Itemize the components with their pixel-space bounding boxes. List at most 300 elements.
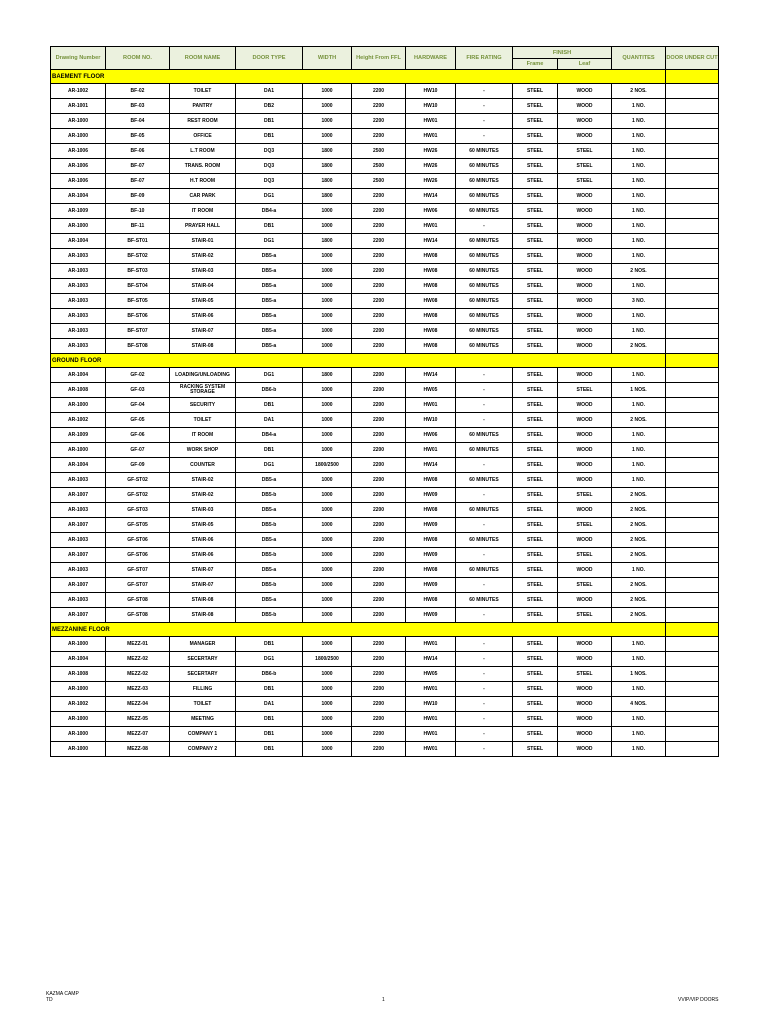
cell-leaf: STEEL bbox=[558, 608, 612, 623]
cell-room-no: GF-ST03 bbox=[106, 503, 170, 518]
table-row bbox=[51, 488, 719, 503]
cell-fire-rating: - bbox=[456, 219, 513, 234]
cell-width: 1800 bbox=[303, 189, 352, 204]
cell-hardware: HW06 bbox=[406, 428, 456, 443]
cell-frame: STEEL bbox=[513, 563, 558, 578]
cell-room-name: COMPANY 1 bbox=[170, 727, 236, 742]
cell-width: 1000 bbox=[303, 712, 352, 727]
cell-door-under-cut bbox=[666, 144, 719, 159]
cell-leaf: WOOD bbox=[558, 339, 612, 354]
cell-door-under-cut bbox=[666, 428, 719, 443]
cell-door-under-cut bbox=[666, 189, 719, 204]
cell-door-type: DG1 bbox=[236, 652, 303, 667]
cell-room-name: COMPANY 2 bbox=[170, 742, 236, 757]
cell-room-name: STAIR-02 bbox=[170, 249, 236, 264]
cell-door-type: DG1 bbox=[236, 234, 303, 249]
table-row bbox=[51, 234, 719, 249]
section-header bbox=[51, 70, 719, 84]
cell-frame: STEEL bbox=[513, 428, 558, 443]
cell-drawing-number: AR-1003 bbox=[51, 294, 106, 309]
cell-drawing-number: AR-1008 bbox=[51, 667, 106, 682]
cell-height: 2200 bbox=[352, 324, 406, 339]
cell-quantity: 1 NO. bbox=[612, 114, 666, 129]
cell-leaf: WOOD bbox=[558, 563, 612, 578]
cell-hardware: HW14 bbox=[406, 234, 456, 249]
cell-quantity: 2 NOS. bbox=[612, 593, 666, 608]
cell-frame: STEEL bbox=[513, 742, 558, 757]
table-row bbox=[51, 219, 719, 234]
cell-room-no: GF-ST05 bbox=[106, 518, 170, 533]
cell-room-no: BF-ST08 bbox=[106, 339, 170, 354]
cell-room-no: MEZZ-07 bbox=[106, 727, 170, 742]
cell-leaf: WOOD bbox=[558, 533, 612, 548]
cell-drawing-number: AR-1007 bbox=[51, 518, 106, 533]
cell-frame: STEEL bbox=[513, 129, 558, 144]
cell-leaf: STEEL bbox=[558, 383, 612, 398]
cell-frame: STEEL bbox=[513, 443, 558, 458]
table-row bbox=[51, 174, 719, 189]
section-header-blank bbox=[666, 354, 719, 368]
cell-quantity: 1 NOS. bbox=[612, 383, 666, 398]
cell-door-under-cut bbox=[666, 697, 719, 712]
cell-drawing-number: AR-1000 bbox=[51, 398, 106, 413]
cell-height: 2200 bbox=[352, 234, 406, 249]
cell-fire-rating: 60 MINUTES bbox=[456, 279, 513, 294]
cell-quantity: 1 NO. bbox=[612, 204, 666, 219]
cell-width: 1000 bbox=[303, 533, 352, 548]
cell-width: 1000 bbox=[303, 114, 352, 129]
cell-room-name: SECURITY bbox=[170, 398, 236, 413]
header-height: Height From FFL bbox=[352, 47, 406, 70]
cell-fire-rating: - bbox=[456, 652, 513, 667]
cell-hardware: HW01 bbox=[406, 129, 456, 144]
cell-width: 1000 bbox=[303, 667, 352, 682]
cell-frame: STEEL bbox=[513, 488, 558, 503]
cell-door-under-cut bbox=[666, 563, 719, 578]
cell-room-name: STAIR-07 bbox=[170, 578, 236, 593]
cell-room-no: BF-07 bbox=[106, 159, 170, 174]
cell-door-type: DB5-a bbox=[236, 503, 303, 518]
cell-width: 1000 bbox=[303, 548, 352, 563]
cell-height: 2200 bbox=[352, 608, 406, 623]
cell-room-name: CAR PARK bbox=[170, 189, 236, 204]
cell-quantity: 2 NOS. bbox=[612, 578, 666, 593]
cell-height: 2200 bbox=[352, 413, 406, 428]
cell-quantity: 2 NOS. bbox=[612, 84, 666, 99]
cell-room-no: GF-ST07 bbox=[106, 578, 170, 593]
cell-hardware: HW26 bbox=[406, 144, 456, 159]
cell-fire-rating: 60 MINUTES bbox=[456, 189, 513, 204]
cell-width: 1800 bbox=[303, 368, 352, 383]
cell-door-type: DB5-b bbox=[236, 518, 303, 533]
section-header-blank bbox=[666, 623, 719, 637]
cell-height: 2200 bbox=[352, 99, 406, 114]
cell-fire-rating: 60 MINUTES bbox=[456, 174, 513, 189]
cell-drawing-number: AR-1009 bbox=[51, 428, 106, 443]
cell-leaf: WOOD bbox=[558, 129, 612, 144]
cell-door-under-cut bbox=[666, 339, 719, 354]
cell-room-no: BF-06 bbox=[106, 144, 170, 159]
cell-quantity: 2 NOS. bbox=[612, 264, 666, 279]
cell-door-type: DQ3 bbox=[236, 174, 303, 189]
cell-frame: STEEL bbox=[513, 608, 558, 623]
cell-height: 2200 bbox=[352, 473, 406, 488]
footer-document-title: VVIP/VIP DOORS bbox=[678, 997, 719, 1003]
cell-fire-rating: 60 MINUTES bbox=[456, 339, 513, 354]
cell-fire-rating: 60 MINUTES bbox=[456, 309, 513, 324]
cell-door-under-cut bbox=[666, 503, 719, 518]
cell-fire-rating: - bbox=[456, 727, 513, 742]
cell-height: 2200 bbox=[352, 518, 406, 533]
cell-quantity: 2 NOS. bbox=[612, 503, 666, 518]
cell-door-under-cut bbox=[666, 99, 719, 114]
cell-room-no: BF-02 bbox=[106, 84, 170, 99]
cell-fire-rating: - bbox=[456, 114, 513, 129]
cell-frame: STEEL bbox=[513, 309, 558, 324]
cell-hardware: HW14 bbox=[406, 368, 456, 383]
cell-drawing-number: AR-1004 bbox=[51, 652, 106, 667]
cell-fire-rating: - bbox=[456, 368, 513, 383]
table-row bbox=[51, 682, 719, 697]
cell-door-under-cut bbox=[666, 727, 719, 742]
cell-door-under-cut bbox=[666, 712, 719, 727]
cell-leaf: WOOD bbox=[558, 712, 612, 727]
cell-room-name: SECERTARY bbox=[170, 667, 236, 682]
cell-fire-rating: 60 MINUTES bbox=[456, 473, 513, 488]
cell-room-no: MEZZ-08 bbox=[106, 742, 170, 757]
cell-fire-rating: - bbox=[456, 398, 513, 413]
cell-room-no: GF-ST06 bbox=[106, 533, 170, 548]
cell-fire-rating: 60 MINUTES bbox=[456, 503, 513, 518]
cell-door-type: DB1 bbox=[236, 114, 303, 129]
cell-quantity: 1 NO. bbox=[612, 129, 666, 144]
cell-door-type: DB5-a bbox=[236, 279, 303, 294]
table-row bbox=[51, 398, 719, 413]
cell-fire-rating: - bbox=[456, 637, 513, 652]
cell-width: 1800/2500 bbox=[303, 652, 352, 667]
cell-drawing-number: AR-1003 bbox=[51, 593, 106, 608]
cell-leaf: STEEL bbox=[558, 548, 612, 563]
cell-hardware: HW01 bbox=[406, 219, 456, 234]
cell-door-type: DA1 bbox=[236, 84, 303, 99]
cell-room-no: BF-ST07 bbox=[106, 324, 170, 339]
cell-hardware: HW08 bbox=[406, 309, 456, 324]
cell-drawing-number: AR-1003 bbox=[51, 264, 106, 279]
cell-leaf: WOOD bbox=[558, 593, 612, 608]
cell-quantity: 1 NO. bbox=[612, 727, 666, 742]
cell-door-under-cut bbox=[666, 234, 719, 249]
table-row bbox=[51, 264, 719, 279]
table-row bbox=[51, 114, 719, 129]
cell-quantity: 1 NO. bbox=[612, 458, 666, 473]
cell-fire-rating: - bbox=[456, 518, 513, 533]
cell-quantity: 2 NOS. bbox=[612, 488, 666, 503]
cell-door-type: DB1 bbox=[236, 637, 303, 652]
cell-door-under-cut bbox=[666, 249, 719, 264]
cell-quantity: 1 NO. bbox=[612, 219, 666, 234]
cell-hardware: HW26 bbox=[406, 159, 456, 174]
cell-room-name: REST ROOM bbox=[170, 114, 236, 129]
cell-drawing-number: AR-1003 bbox=[51, 279, 106, 294]
cell-room-name: SECERTARY bbox=[170, 652, 236, 667]
cell-drawing-number: AR-1003 bbox=[51, 533, 106, 548]
cell-drawing-number: AR-1001 bbox=[51, 99, 106, 114]
cell-height: 2200 bbox=[352, 652, 406, 667]
section-title: MEZZANINE FLOOR bbox=[51, 623, 666, 637]
cell-drawing-number: AR-1008 bbox=[51, 383, 106, 398]
cell-room-name: FILLING bbox=[170, 682, 236, 697]
cell-leaf: STEEL bbox=[558, 488, 612, 503]
section-title: BAEMENT FLOOR bbox=[51, 70, 666, 84]
table-row bbox=[51, 697, 719, 712]
cell-height: 2200 bbox=[352, 279, 406, 294]
cell-width: 1000 bbox=[303, 742, 352, 757]
cell-room-name: STAIR-07 bbox=[170, 563, 236, 578]
cell-room-no: GF-ST02 bbox=[106, 473, 170, 488]
cell-drawing-number: AR-1002 bbox=[51, 413, 106, 428]
cell-door-under-cut bbox=[666, 159, 719, 174]
cell-frame: STEEL bbox=[513, 339, 558, 354]
cell-door-under-cut bbox=[666, 324, 719, 339]
cell-room-no: BF-ST05 bbox=[106, 294, 170, 309]
cell-door-type: DB5-a bbox=[236, 309, 303, 324]
cell-height: 2200 bbox=[352, 398, 406, 413]
cell-hardware: HW08 bbox=[406, 324, 456, 339]
cell-width: 1000 bbox=[303, 279, 352, 294]
cell-quantity: 1 NOS. bbox=[612, 667, 666, 682]
cell-room-name: STAIR-03 bbox=[170, 264, 236, 279]
cell-width: 1000 bbox=[303, 99, 352, 114]
cell-fire-rating: 60 MINUTES bbox=[456, 144, 513, 159]
cell-door-type: DB5-a bbox=[236, 473, 303, 488]
cell-hardware: HW14 bbox=[406, 458, 456, 473]
cell-frame: STEEL bbox=[513, 413, 558, 428]
cell-room-name: IT ROOM bbox=[170, 204, 236, 219]
cell-hardware: HW10 bbox=[406, 413, 456, 428]
cell-hardware: HW09 bbox=[406, 488, 456, 503]
cell-fire-rating: 60 MINUTES bbox=[456, 294, 513, 309]
cell-hardware: HW01 bbox=[406, 398, 456, 413]
cell-door-type: DA1 bbox=[236, 413, 303, 428]
cell-hardware: HW05 bbox=[406, 383, 456, 398]
cell-width: 1000 bbox=[303, 309, 352, 324]
cell-room-no: GF-09 bbox=[106, 458, 170, 473]
cell-width: 1000 bbox=[303, 84, 352, 99]
cell-width: 1000 bbox=[303, 428, 352, 443]
cell-width: 1000 bbox=[303, 518, 352, 533]
cell-quantity: 1 NO. bbox=[612, 473, 666, 488]
cell-drawing-number: AR-1003 bbox=[51, 309, 106, 324]
cell-frame: STEEL bbox=[513, 667, 558, 682]
table-row bbox=[51, 443, 719, 458]
cell-room-name: STAIR-06 bbox=[170, 533, 236, 548]
header-leaf: Leaf bbox=[558, 59, 612, 70]
header-door-under-cut: DOOR UNDER CUT bbox=[666, 47, 719, 70]
cell-frame: STEEL bbox=[513, 368, 558, 383]
cell-room-no: GF-02 bbox=[106, 368, 170, 383]
cell-quantity: 1 NO. bbox=[612, 563, 666, 578]
cell-fire-rating: - bbox=[456, 129, 513, 144]
cell-drawing-number: AR-1003 bbox=[51, 249, 106, 264]
table-row bbox=[51, 473, 719, 488]
cell-leaf: WOOD bbox=[558, 682, 612, 697]
cell-quantity: 1 NO. bbox=[612, 637, 666, 652]
cell-room-no: BF-ST01 bbox=[106, 234, 170, 249]
table-row bbox=[51, 742, 719, 757]
cell-room-no: BF-03 bbox=[106, 99, 170, 114]
cell-door-under-cut bbox=[666, 174, 719, 189]
cell-room-name: RACKING SYSTEM STORAGE bbox=[170, 383, 236, 398]
cell-frame: STEEL bbox=[513, 682, 558, 697]
cell-leaf: WOOD bbox=[558, 428, 612, 443]
cell-fire-rating: 60 MINUTES bbox=[456, 533, 513, 548]
cell-room-no: BF-09 bbox=[106, 189, 170, 204]
cell-frame: STEEL bbox=[513, 727, 558, 742]
cell-hardware: HW08 bbox=[406, 593, 456, 608]
cell-quantity: 1 NO. bbox=[612, 742, 666, 757]
cell-door-type: DB5-a bbox=[236, 249, 303, 264]
cell-frame: STEEL bbox=[513, 174, 558, 189]
cell-room-name: STAIR-03 bbox=[170, 503, 236, 518]
cell-height: 2200 bbox=[352, 339, 406, 354]
table-row bbox=[51, 189, 719, 204]
cell-quantity: 2 NOS. bbox=[612, 339, 666, 354]
cell-drawing-number: AR-1000 bbox=[51, 114, 106, 129]
cell-quantity: 2 NOS. bbox=[612, 533, 666, 548]
cell-drawing-number: AR-1006 bbox=[51, 159, 106, 174]
cell-room-no: GF-04 bbox=[106, 398, 170, 413]
cell-height: 2200 bbox=[352, 727, 406, 742]
cell-leaf: STEEL bbox=[558, 144, 612, 159]
table-row bbox=[51, 652, 719, 667]
cell-door-under-cut bbox=[666, 548, 719, 563]
cell-drawing-number: AR-1000 bbox=[51, 712, 106, 727]
cell-room-no: GF-ST08 bbox=[106, 593, 170, 608]
cell-door-type: DG1 bbox=[236, 368, 303, 383]
cell-drawing-number: AR-1004 bbox=[51, 368, 106, 383]
cell-door-type: DB5-b bbox=[236, 578, 303, 593]
cell-quantity: 2 NOS. bbox=[612, 608, 666, 623]
cell-height: 2200 bbox=[352, 294, 406, 309]
cell-frame: STEEL bbox=[513, 264, 558, 279]
cell-quantity: 1 NO. bbox=[612, 712, 666, 727]
cell-room-no: MEZZ-03 bbox=[106, 682, 170, 697]
header-quantities: QUANTITES bbox=[612, 47, 666, 70]
cell-height: 2200 bbox=[352, 503, 406, 518]
cell-room-no: BF-04 bbox=[106, 114, 170, 129]
cell-hardware: HW08 bbox=[406, 264, 456, 279]
cell-door-under-cut bbox=[666, 279, 719, 294]
cell-height: 2200 bbox=[352, 682, 406, 697]
cell-hardware: HW09 bbox=[406, 578, 456, 593]
cell-room-no: MEZZ-01 bbox=[106, 637, 170, 652]
cell-room-name: STAIR-07 bbox=[170, 324, 236, 339]
cell-width: 1000 bbox=[303, 563, 352, 578]
cell-height: 2200 bbox=[352, 742, 406, 757]
cell-fire-rating: - bbox=[456, 488, 513, 503]
header-room-no: ROOM NO. bbox=[106, 47, 170, 70]
cell-room-name: PRAYER HALL bbox=[170, 219, 236, 234]
cell-frame: STEEL bbox=[513, 84, 558, 99]
cell-width: 1000 bbox=[303, 697, 352, 712]
cell-door-under-cut bbox=[666, 219, 719, 234]
cell-door-under-cut bbox=[666, 593, 719, 608]
cell-frame: STEEL bbox=[513, 518, 558, 533]
cell-leaf: WOOD bbox=[558, 234, 612, 249]
table-row bbox=[51, 563, 719, 578]
cell-door-type: DQ3 bbox=[236, 144, 303, 159]
cell-leaf: WOOD bbox=[558, 443, 612, 458]
cell-height: 2500 bbox=[352, 159, 406, 174]
cell-leaf: STEEL bbox=[558, 518, 612, 533]
footer-project: KAZMA CAMP bbox=[46, 991, 79, 997]
cell-leaf: WOOD bbox=[558, 279, 612, 294]
cell-leaf: WOOD bbox=[558, 249, 612, 264]
cell-width: 1000 bbox=[303, 443, 352, 458]
cell-leaf: WOOD bbox=[558, 503, 612, 518]
cell-room-name: MANAGER bbox=[170, 637, 236, 652]
cell-door-type: DG1 bbox=[236, 458, 303, 473]
cell-fire-rating: - bbox=[456, 84, 513, 99]
cell-room-no: BF-ST03 bbox=[106, 264, 170, 279]
cell-frame: STEEL bbox=[513, 533, 558, 548]
cell-quantity: 4 NOS. bbox=[612, 697, 666, 712]
cell-width: 1800 bbox=[303, 234, 352, 249]
cell-leaf: WOOD bbox=[558, 413, 612, 428]
cell-leaf: WOOD bbox=[558, 204, 612, 219]
cell-hardware: HW05 bbox=[406, 667, 456, 682]
cell-leaf: WOOD bbox=[558, 727, 612, 742]
cell-frame: STEEL bbox=[513, 593, 558, 608]
cell-frame: STEEL bbox=[513, 159, 558, 174]
cell-frame: STEEL bbox=[513, 249, 558, 264]
cell-width: 1000 bbox=[303, 129, 352, 144]
table-row bbox=[51, 413, 719, 428]
cell-frame: STEEL bbox=[513, 578, 558, 593]
cell-leaf: STEEL bbox=[558, 667, 612, 682]
cell-drawing-number: AR-1000 bbox=[51, 129, 106, 144]
cell-hardware: HW10 bbox=[406, 99, 456, 114]
cell-room-name: MEETING bbox=[170, 712, 236, 727]
cell-width: 1000 bbox=[303, 488, 352, 503]
cell-fire-rating: - bbox=[456, 99, 513, 114]
cell-room-no: BF-ST02 bbox=[106, 249, 170, 264]
cell-room-no: MEZZ-02 bbox=[106, 652, 170, 667]
cell-drawing-number: AR-1004 bbox=[51, 189, 106, 204]
table-row bbox=[51, 129, 719, 144]
cell-height: 2200 bbox=[352, 563, 406, 578]
cell-hardware: HW14 bbox=[406, 189, 456, 204]
cell-frame: STEEL bbox=[513, 637, 558, 652]
cell-width: 1000 bbox=[303, 294, 352, 309]
cell-quantity: 1 NO. bbox=[612, 279, 666, 294]
cell-quantity: 1 NO. bbox=[612, 398, 666, 413]
table-row bbox=[51, 279, 719, 294]
cell-frame: STEEL bbox=[513, 652, 558, 667]
cell-height: 2200 bbox=[352, 383, 406, 398]
table-row bbox=[51, 503, 719, 518]
cell-hardware: HW01 bbox=[406, 742, 456, 757]
cell-width: 1000 bbox=[303, 249, 352, 264]
cell-quantity: 1 NO. bbox=[612, 324, 666, 339]
cell-door-under-cut bbox=[666, 443, 719, 458]
cell-frame: STEEL bbox=[513, 294, 558, 309]
cell-width: 1800 bbox=[303, 174, 352, 189]
cell-frame: STEEL bbox=[513, 712, 558, 727]
footer-left bbox=[46, 991, 79, 1003]
cell-door-under-cut bbox=[666, 458, 719, 473]
cell-fire-rating: 60 MINUTES bbox=[456, 249, 513, 264]
